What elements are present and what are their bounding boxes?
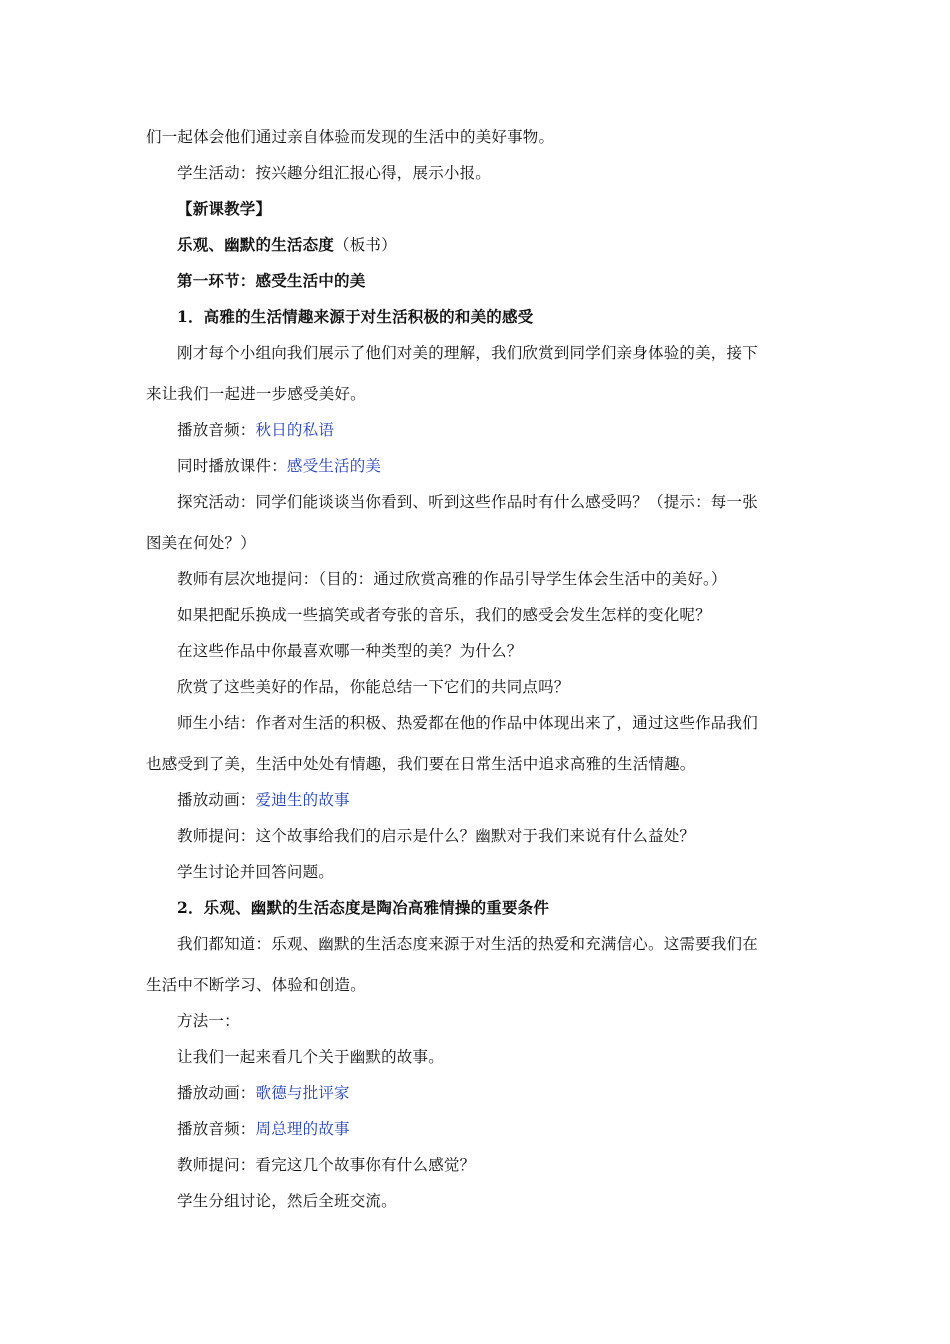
- media-label: 播放动画：: [177, 1084, 256, 1102]
- media-label: 同时播放课件：: [177, 457, 287, 475]
- media-line: [177, 420, 857, 440]
- lesson-title-text: 乐观、幽默的生活态度: [177, 235, 335, 254]
- media-line: [177, 456, 857, 476]
- paragraph-continuation: 来让我们一起进一步感受美好。: [146, 385, 366, 403]
- paragraph-continuation: 图美在何处？）: [146, 534, 256, 552]
- paragraph: 刚才每个小组向我们展示了他们对美的理解，我们欣赏到同学们亲身体验的美，接下: [177, 344, 758, 362]
- paragraph: 学生分组讨论，然后全班交流。: [177, 1192, 397, 1210]
- lesson-title-suffix: （板书）: [334, 236, 397, 254]
- paragraph: 学生讨论并回答问题。: [177, 863, 335, 881]
- paragraph: 如果把配乐换成一些搞笑或者夸张的音乐，我们的感受会发生怎样的变化呢？: [177, 606, 711, 624]
- media-link-premier-zhou-story[interactable]: 周总理的故事: [255, 1120, 350, 1138]
- subheading-2: 2．乐观、幽默的生活态度是陶冶高雅情操的重要条件: [177, 898, 550, 917]
- media-line: [177, 790, 857, 810]
- paragraph: 教师提问：这个故事给我们的启示是什么？幽默对于我们来说有什么益处？: [177, 827, 696, 845]
- paragraph-continuation: 生活中不断学习、体验和创造。: [146, 976, 366, 994]
- media-link-feel-life-beauty[interactable]: 感受生活的美: [286, 457, 382, 475]
- paragraph: 方法一：: [177, 1012, 240, 1030]
- media-label: 播放动画：: [177, 791, 256, 809]
- media-link-autumn-whisper[interactable]: 秋日的私语: [255, 421, 335, 439]
- paragraph: 让我们一起来看几个关于幽默的故事。: [177, 1048, 444, 1066]
- paragraph: 在这些作品中你最喜欢哪一种类型的美？为什么？: [177, 642, 523, 660]
- paragraph: 欣赏了这些美好的作品，你能总结一下它们的共同点吗？: [177, 678, 570, 696]
- media-link-goethe-critic[interactable]: 歌德与批评家: [255, 1084, 350, 1102]
- paragraph-continuation: 也感受到了美，生活中处处有情趣，我们要在日常生活中追求高雅的生活情趣。: [146, 755, 696, 773]
- paragraph: 师生小结：作者对生活的积极、热爱都在他的作品中体现出来了，通过这些作品我们: [177, 714, 758, 732]
- student-activity: 学生活动：按兴趣分组汇报心得，展示小报。: [177, 164, 492, 182]
- paragraph-continuation: 们一起体会他们通过亲自体验而发现的生活中的美好事物。: [146, 128, 555, 146]
- media-line: [177, 1119, 857, 1139]
- media-link-edison-story[interactable]: 爱迪生的故事: [255, 791, 350, 809]
- paragraph: 教师提问：看完这几个故事你有什么感觉？: [177, 1156, 476, 1174]
- stage-heading-1: 第一环节：感受生活中的美: [177, 271, 366, 290]
- media-label: 播放音频：: [177, 421, 256, 439]
- paragraph: 我们都知道：乐观、幽默的生活态度来源于对生活的热爱和充满信心。这需要我们在: [177, 935, 758, 953]
- media-label: 播放音频：: [177, 1120, 256, 1138]
- section-heading-new-lesson: 【新课教学】: [177, 199, 272, 218]
- media-line: [177, 1083, 857, 1103]
- lesson-title: [177, 235, 857, 255]
- paragraph: 探究活动：同学们能谈谈当你看到、听到这些作品时有什么感受吗？（提示：每一张: [177, 493, 758, 511]
- subheading-1: 1．高雅的生活情趣来源于对生活积极的和美的感受: [177, 307, 534, 326]
- paragraph: 教师有层次地提问：（目的：通过欣赏高雅的作品引导学生体会生活中的美好。）: [177, 570, 727, 588]
